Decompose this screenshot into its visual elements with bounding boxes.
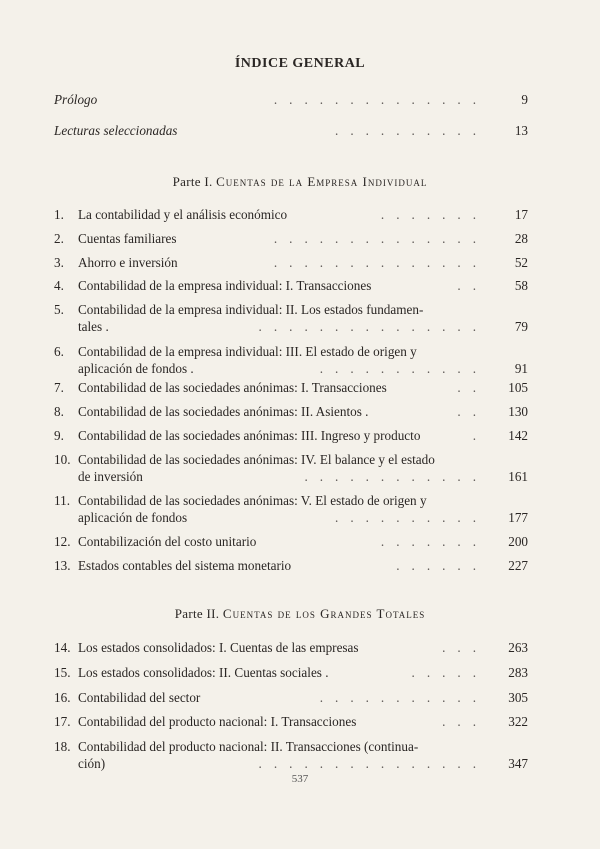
entry-text: Lecturas seleccionadas xyxy=(54,123,178,138)
leader-dots: ............... xyxy=(258,319,488,334)
entry-text: Contabilidad de la empresa individual: II. Los estados fundamen- xyxy=(78,302,424,317)
entry-page: 227 xyxy=(508,558,528,573)
entry-number: 5. xyxy=(54,302,64,317)
entry-number: 16. xyxy=(54,690,71,705)
toc-entry-5 xyxy=(54,302,528,336)
entry-page: 28 xyxy=(514,231,528,246)
leader-dots: ....... xyxy=(380,207,488,222)
leader-dots: ..... xyxy=(411,665,488,680)
entry-page: 105 xyxy=(508,380,528,395)
leader-dots: .. xyxy=(457,278,488,293)
entry-number: 18. xyxy=(54,739,71,754)
entry-text: Contabilización del costo unitario xyxy=(78,534,257,549)
leader-dots: . xyxy=(472,428,488,443)
part-name: Cuentas de la Empresa Individual xyxy=(216,174,428,189)
entry-number: 9. xyxy=(54,428,64,443)
page-number: 537 xyxy=(291,773,309,785)
entry-text: Prólogo xyxy=(54,92,98,107)
entry-page: 58 xyxy=(514,278,528,293)
entry-page: 79 xyxy=(514,319,528,334)
entry-text-cont: aplicación de fondos xyxy=(78,510,188,525)
toc-entry-4 xyxy=(54,278,528,295)
entry-number: 7. xyxy=(54,380,64,395)
entry-text: Contabilidad del producto nacional: I. Transacciones xyxy=(78,714,357,729)
entry-number: 11. xyxy=(54,493,70,508)
entry-number: 1. xyxy=(54,207,64,222)
leader-dots: ....... xyxy=(380,534,488,549)
entry-text: Contabilidad de las sociedades anónimas: V. El estado de origen y xyxy=(78,493,427,508)
entry-page: 9 xyxy=(521,92,528,107)
toc-entry-16 xyxy=(54,690,528,707)
entry-page: 161 xyxy=(508,469,528,484)
leader-dots: .......... xyxy=(335,123,488,138)
entry-text: Contabilidad de las sociedades anónimas: II. Asientos . xyxy=(78,404,369,419)
toc-entry-2 xyxy=(54,231,528,248)
entry-page: 91 xyxy=(514,361,528,376)
toc-entry-8 xyxy=(54,404,528,421)
leader-dots: .. xyxy=(457,404,488,419)
entry-number: 17. xyxy=(54,714,71,729)
leader-dots: .. xyxy=(457,380,488,395)
toc-entry-11 xyxy=(54,493,528,527)
entry-page: 347 xyxy=(508,756,528,771)
toc-entry-14 xyxy=(54,640,528,657)
entry-number: 8. xyxy=(54,404,64,419)
toc-entry-prologo xyxy=(54,92,528,109)
leader-dots: ............... xyxy=(258,756,488,771)
leader-dots: .............. xyxy=(273,255,488,270)
toc-entry-6 xyxy=(54,344,528,378)
entry-text-cont: ción) xyxy=(78,756,106,771)
entry-text: Contabilidad de las sociedades anónimas: I. Transacciones xyxy=(78,380,387,395)
leader-dots: ...... xyxy=(396,558,488,573)
entry-page: 17 xyxy=(514,207,528,222)
entry-page: 305 xyxy=(508,690,528,705)
toc-entry-7 xyxy=(54,380,528,397)
entry-page: 142 xyxy=(508,428,528,443)
entry-page: 52 xyxy=(514,255,528,270)
leader-dots: ... xyxy=(442,640,488,655)
toc-entry-9 xyxy=(54,428,528,445)
leader-dots: ........... xyxy=(319,361,488,376)
entry-text: Contabilidad de la empresa individual: I. Transacciones xyxy=(78,278,372,293)
toc-entry-17 xyxy=(54,714,528,731)
part-heading-1 xyxy=(0,174,600,190)
entry-number: 13. xyxy=(54,558,71,573)
page-title: ÍNDICE GENERAL xyxy=(234,56,366,71)
entry-text-cont: aplicación de fondos . xyxy=(78,361,194,376)
toc-entry-10 xyxy=(54,452,528,486)
toc-entry-lecturas xyxy=(54,123,528,140)
entry-number: 15. xyxy=(54,665,71,680)
entry-number: 14. xyxy=(54,640,71,655)
leader-dots: ............ xyxy=(304,469,488,484)
entry-page: 177 xyxy=(508,510,528,525)
entry-text-cont: tales . xyxy=(78,319,109,334)
entry-text: Ahorro e inversión xyxy=(78,255,178,270)
leader-dots: .......... xyxy=(335,510,488,525)
entry-text: Contabilidad del producto nacional: II. Transacciones (continua- xyxy=(78,739,419,754)
entry-text-cont: de inversión xyxy=(78,469,143,484)
entry-text: Cuentas familiares xyxy=(78,231,177,246)
entry-page: 283 xyxy=(508,665,528,680)
part-prefix: Parte I. xyxy=(172,174,213,189)
part-prefix: Parte II. xyxy=(174,606,220,621)
entry-number: 3. xyxy=(54,255,64,270)
part-name: Cuentas de los Grandes Totales xyxy=(222,606,426,621)
entry-text: Los estados consolidados: I. Cuentas de las empresas xyxy=(78,640,359,655)
entry-page: 263 xyxy=(508,640,528,655)
entry-text: Contabilidad del sector xyxy=(78,690,201,705)
toc-entry-18 xyxy=(54,739,528,773)
part-heading-2 xyxy=(0,606,600,622)
entry-number: 6. xyxy=(54,344,64,359)
toc-entry-13 xyxy=(54,558,528,575)
entry-text: Estados contables del sistema monetario xyxy=(78,558,292,573)
leader-dots: ... xyxy=(442,714,488,729)
entry-number: 2. xyxy=(54,231,64,246)
entry-number: 4. xyxy=(54,278,64,293)
entry-page: 322 xyxy=(508,714,528,729)
entry-page: 200 xyxy=(508,534,528,549)
entry-page: 130 xyxy=(508,404,528,419)
toc-entry-3 xyxy=(54,255,528,272)
entry-text: Contabilidad de la empresa individual: III. El estado de origen y xyxy=(78,344,417,359)
leader-dots: .............. xyxy=(273,92,488,107)
entry-number: 12. xyxy=(54,534,71,549)
toc-entry-12 xyxy=(54,534,528,551)
entry-number: 10. xyxy=(54,452,71,467)
toc-entry-1 xyxy=(54,207,528,224)
leader-dots: .............. xyxy=(273,231,488,246)
entry-text: Contabilidad de las sociedades anónimas: IV. El balance y el estado xyxy=(78,452,435,467)
entry-text: Los estados consolidados: II. Cuentas sociales . xyxy=(78,665,329,680)
leader-dots: ........... xyxy=(319,690,488,705)
entry-text: La contabilidad y el análisis económico xyxy=(78,207,288,222)
toc-entry-15 xyxy=(54,665,528,682)
entry-text: Contabilidad de las sociedades anónimas: III. Ingreso y producto xyxy=(78,428,421,443)
entry-page: 13 xyxy=(514,123,528,138)
